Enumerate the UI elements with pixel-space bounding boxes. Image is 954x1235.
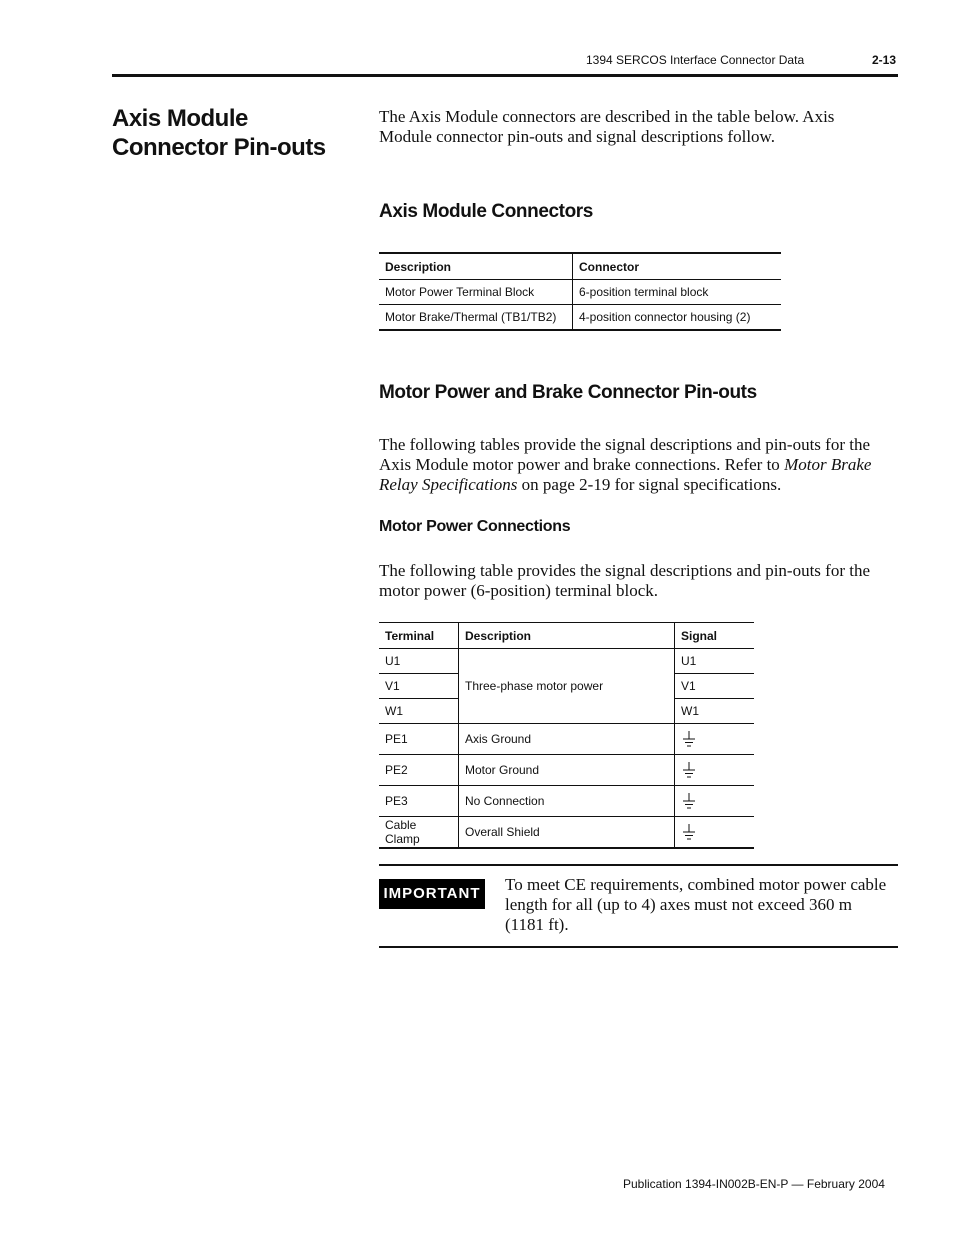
table-row xyxy=(379,786,754,817)
motor-power-brake-heading: Motor Power and Brake Connector Pin-outs xyxy=(379,382,757,403)
page-number: 2-13 xyxy=(872,53,897,67)
publication-footer: Publication 1394-IN002B-EN-P — February 2004 xyxy=(623,1177,885,1191)
important-top-rule xyxy=(379,864,898,866)
terminal-cell: PE2 xyxy=(379,755,459,786)
signal-cell xyxy=(675,724,755,755)
table-row xyxy=(379,649,754,674)
table-header-row xyxy=(379,623,754,649)
table-header-row xyxy=(379,253,781,280)
description-cell: Overall Shield xyxy=(459,817,675,849)
signal-cell xyxy=(675,817,755,849)
column-header: Terminal xyxy=(379,623,459,649)
table-row xyxy=(379,755,754,786)
signal-cell: V1 xyxy=(675,674,755,699)
intro-paragraph: The Axis Module connectors are described in the table below. Axis Module connector pin-outs and signal descriptions follow. xyxy=(379,107,835,146)
table-cell: Motor Power Terminal Block xyxy=(379,280,573,305)
description-cell: Three-phase motor power xyxy=(459,649,675,724)
ground-icon xyxy=(681,792,697,810)
motor-power-connections-heading: Motor Power Connections xyxy=(379,518,571,535)
table-cell: Motor Brake/Thermal (TB1/TB2) xyxy=(379,305,573,331)
signal-cell: U1 xyxy=(675,649,755,674)
running-header-title: 1394 SERCOS Interface Connector Data xyxy=(586,53,805,67)
paragraph-text: The following tables provide the signal descriptions and pin-outs for the Axis Module motor power and brake connections. Refer to xyxy=(379,435,871,474)
motor-power-paragraph: The following table provides the signal descriptions and pin-outs for the motor power (6-position) terminal block. xyxy=(379,561,871,600)
terminal-cell: U1 xyxy=(379,649,459,674)
motor-power-table xyxy=(379,622,754,849)
connectors-heading: Axis Module Connectors xyxy=(379,201,593,222)
section-title: Axis Module Connector Pin-outs xyxy=(112,105,326,161)
connectors-table xyxy=(379,252,781,331)
cross-reference: Motor Brake Relay Specifications xyxy=(379,455,872,494)
terminal-cell: PE3 xyxy=(379,786,459,817)
column-header: Connector xyxy=(573,253,782,280)
important-bottom-rule xyxy=(379,946,898,948)
table-row xyxy=(379,280,781,305)
ground-icon xyxy=(681,730,697,748)
important-badge: IMPORTANT xyxy=(379,879,485,909)
signal-cell xyxy=(675,786,755,817)
column-header: Signal xyxy=(675,623,755,649)
important-text: To meet CE requirements, combined motor power cable length for all (up to 4) axes must not exceed 360 m (1181 ft). xyxy=(505,875,887,934)
motor-power-brake-paragraph xyxy=(379,435,894,495)
column-header: Description xyxy=(379,253,573,280)
table-row xyxy=(379,724,754,755)
table-cell: 4-position connector housing (2) xyxy=(579,310,751,324)
description-cell: Motor Ground xyxy=(459,755,675,786)
header-rule xyxy=(112,74,898,77)
description-cell: Axis Ground xyxy=(459,724,675,755)
ground-icon xyxy=(681,823,697,841)
paragraph-text: on page 2-19 for signal specifications. xyxy=(517,475,782,494)
table-cell: 6-position terminal block xyxy=(573,280,782,305)
table-row xyxy=(379,817,754,849)
column-header: Description xyxy=(459,623,675,649)
signal-cell: W1 xyxy=(675,699,755,724)
terminal-cell: PE1 xyxy=(379,724,459,755)
description-cell: No Connection xyxy=(459,786,675,817)
terminal-cell: W1 xyxy=(379,699,459,724)
signal-cell xyxy=(675,755,755,786)
terminal-cell: V1 xyxy=(379,674,459,699)
table-row xyxy=(379,305,781,331)
ground-icon xyxy=(681,761,697,779)
terminal-cell: Cable Clamp xyxy=(379,817,459,849)
